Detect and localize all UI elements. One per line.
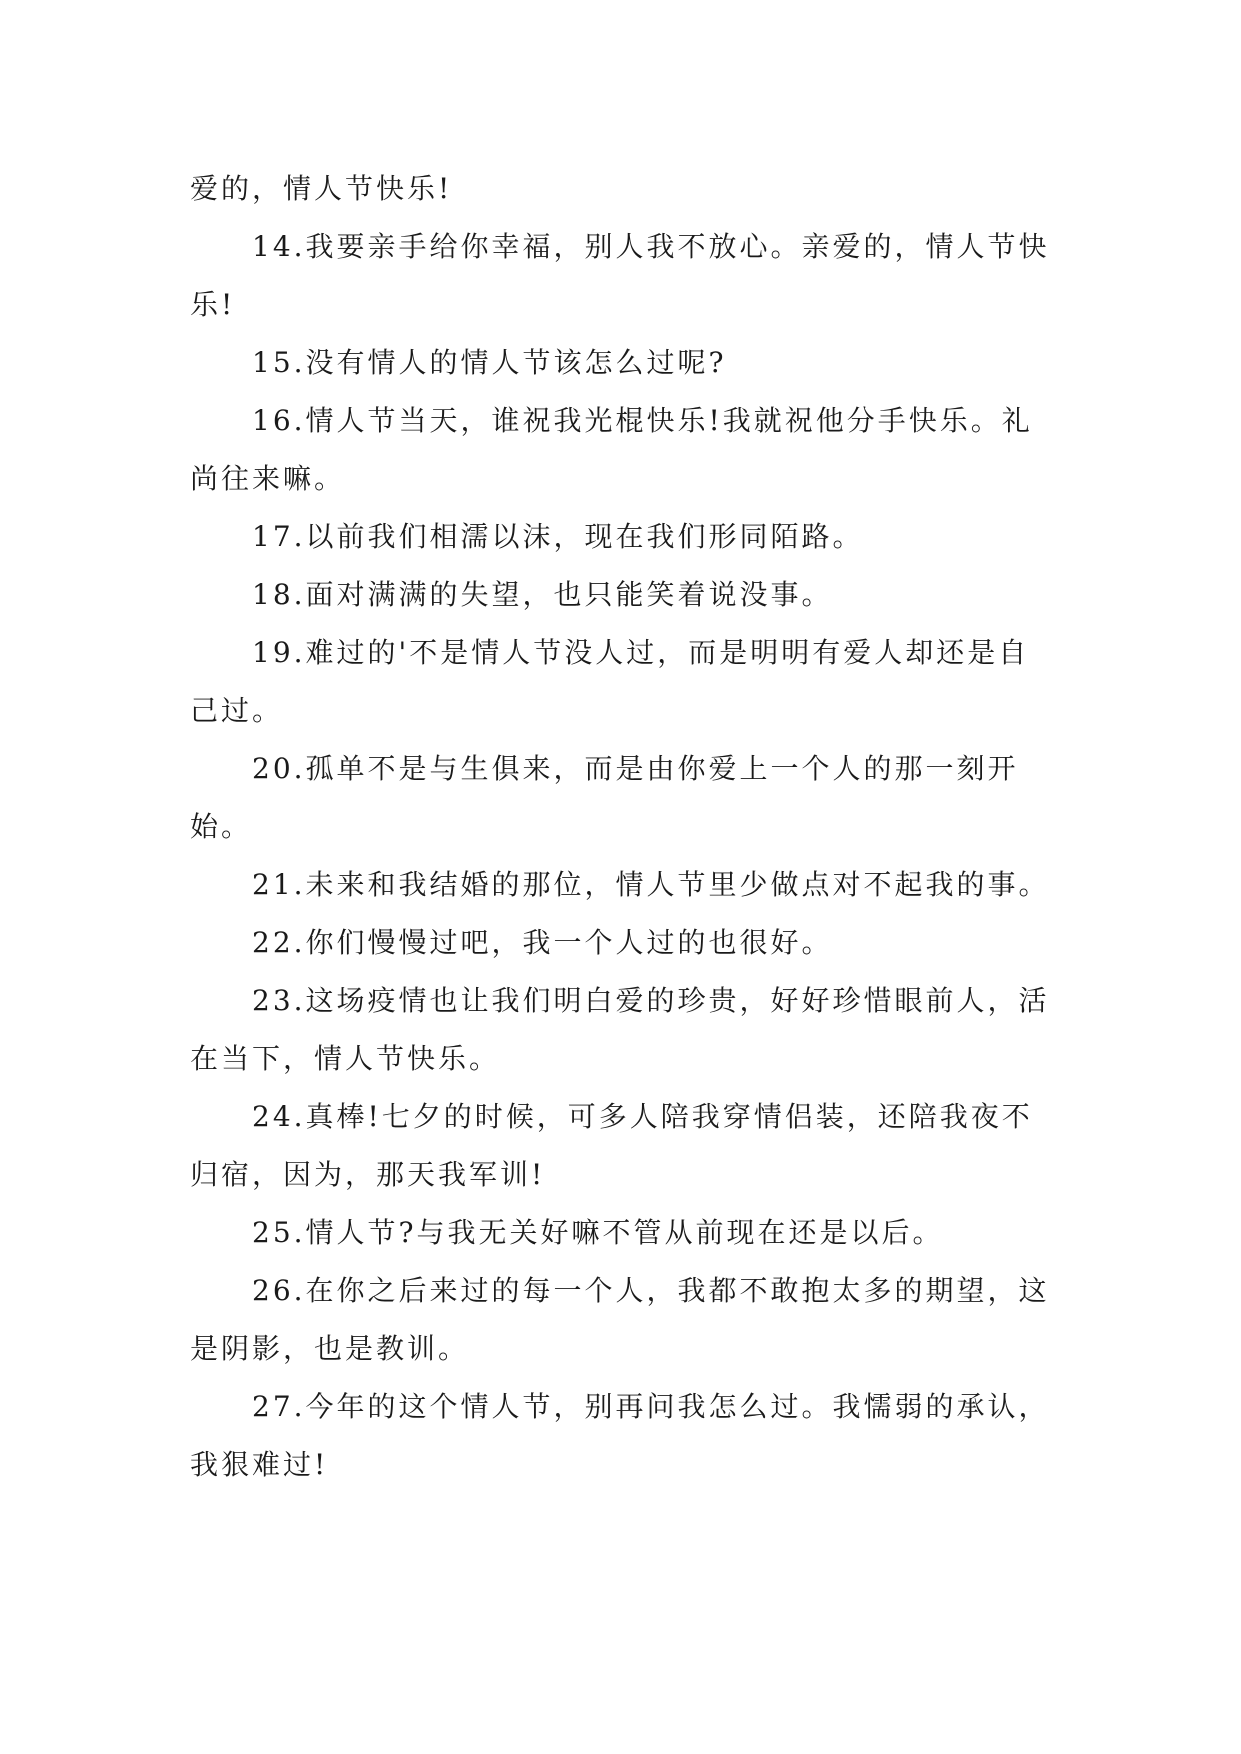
paragraph: 22.你们慢慢过吧，我一个人过的也很好。 [252, 926, 833, 959]
paragraph: 爱的，情人节快乐! [190, 172, 453, 205]
paragraph: 17.以前我们相濡以沫，现在我们形同陌路。 [252, 520, 864, 553]
paragraph: 20.孤单不是与生俱来，而是由你爱上一个人的那一刻开始。 [190, 752, 1019, 843]
paragraph: 23.这场疫情也让我们明白爱的珍贵，好好珍惜眼前人，活在当下，情人节快乐。 [190, 984, 1050, 1075]
document-body [190, 160, 1060, 1494]
paragraph: 21.未来和我结婚的那位，情人节里少做点对不起我的事。 [252, 868, 1050, 901]
paragraph: 15.没有情人的情人节该怎么过呢? [252, 346, 727, 379]
paragraph: 26.在你之后来过的每一个人，我都不敢抱太多的期望，这是阴影，也是教训。 [190, 1274, 1050, 1365]
paragraph: 19.难过的'不是情人节没人过，而是明明有爱人却还是自己过。 [190, 636, 1030, 727]
paragraph: 14.我要亲手给你幸福，别人我不放心。亲爱的，情人节快乐! [190, 230, 1050, 321]
paragraph: 24.真棒!七夕的时候，可多人陪我穿情侣装，还陪我夜不归宿，因为，那天我军训! [190, 1100, 1033, 1191]
paragraph: 16.情人节当天，谁祝我光棍快乐!我就祝他分手快乐。礼尚往来嘛。 [190, 404, 1033, 495]
paragraph: 18.面对满满的失望，也只能笑着说没事。 [252, 578, 833, 611]
paragraph: 27.今年的这个情人节，别再问我怎么过。我懦弱的承认，我狠难过! [190, 1390, 1050, 1481]
paragraph: 25.情人节?与我无关好嘛不管从前现在还是以后。 [252, 1216, 944, 1249]
